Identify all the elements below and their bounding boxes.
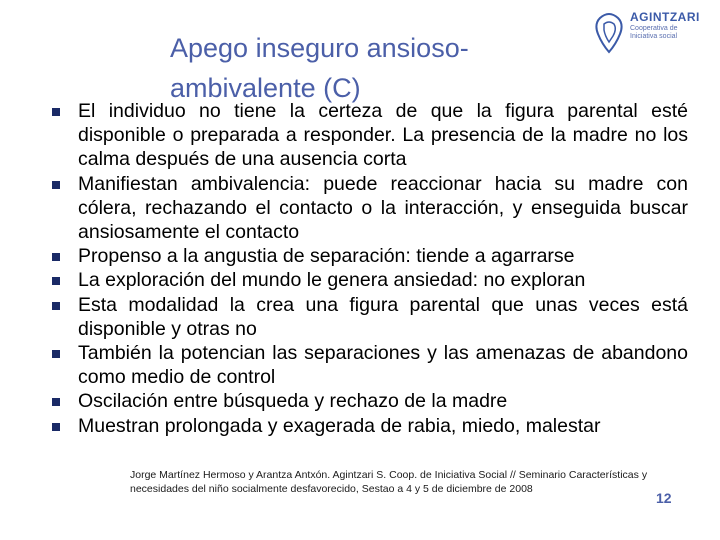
list-item bbox=[52, 172, 688, 245]
list-item bbox=[52, 268, 688, 292]
bullet-square-icon bbox=[52, 302, 60, 310]
list-item bbox=[52, 99, 688, 172]
bullet-list bbox=[52, 99, 688, 438]
slide-title-line-1: Apego inseguro ansioso- bbox=[170, 33, 469, 64]
logo-subtitle: Cooperativa de Iniciativa social bbox=[630, 25, 678, 40]
list-item bbox=[52, 414, 688, 438]
page-number: 12 bbox=[656, 490, 672, 506]
list-item bbox=[52, 341, 688, 389]
logo-name: AGINTZARI bbox=[630, 10, 700, 24]
bullet-square-icon bbox=[52, 350, 60, 358]
list-item bbox=[52, 389, 688, 413]
slide-title bbox=[170, 28, 590, 108]
list-item bbox=[52, 244, 688, 268]
bullet-text: Oscilación entre búsqueda y rechazo de la madre bbox=[78, 390, 508, 413]
bullet-text: Esta modalidad la crea una figura parental que unas veces está disponible y otras no bbox=[78, 293, 688, 340]
bullet-text: También la potencian las separaciones y las amenazas de abandono como medio de control bbox=[78, 342, 688, 389]
bullet-square-icon bbox=[52, 398, 60, 406]
list-item bbox=[52, 293, 688, 341]
bullet-text: Muestran prolongada y exagerada de rabia, miedo, malestar bbox=[78, 414, 601, 437]
bullet-text: Manifiestan ambivalencia: puede reaccionar hacia su madre con cólera, rechazando el contacto o la interacción, y enseguida buscar ansiosamente el contacto bbox=[78, 172, 688, 244]
agintzari-logo bbox=[592, 10, 702, 60]
bullet-square-icon bbox=[52, 181, 60, 189]
logo-mark-icon bbox=[592, 12, 626, 56]
bullet-text: La exploración del mundo le genera ansiedad: no exploran bbox=[78, 269, 586, 292]
bullet-square-icon bbox=[52, 277, 60, 285]
footer-citation: Jorge Martínez Hermoso y Arantza Antxón. Agintzari S. Coop. de Iniciativa Social // Seminario Características y necesidades del niño socialmente desfavorecido, Sestao a 4 y 5 de diciembre de 2008 bbox=[130, 469, 648, 495]
bullet-square-icon bbox=[52, 423, 60, 431]
bullet-square-icon bbox=[52, 253, 60, 261]
bullet-text: El individuo no tiene la certeza de que la figura parental esté disponible o preparada a responder. La presencia de la madre no los calma después de una ausencia corta bbox=[78, 100, 688, 171]
bullet-square-icon bbox=[52, 108, 60, 116]
slide-title-line-2: ambivalente (C) bbox=[170, 73, 361, 104]
bullet-text: Propenso a la angustia de separación: tiende a agarrarse bbox=[78, 245, 575, 268]
